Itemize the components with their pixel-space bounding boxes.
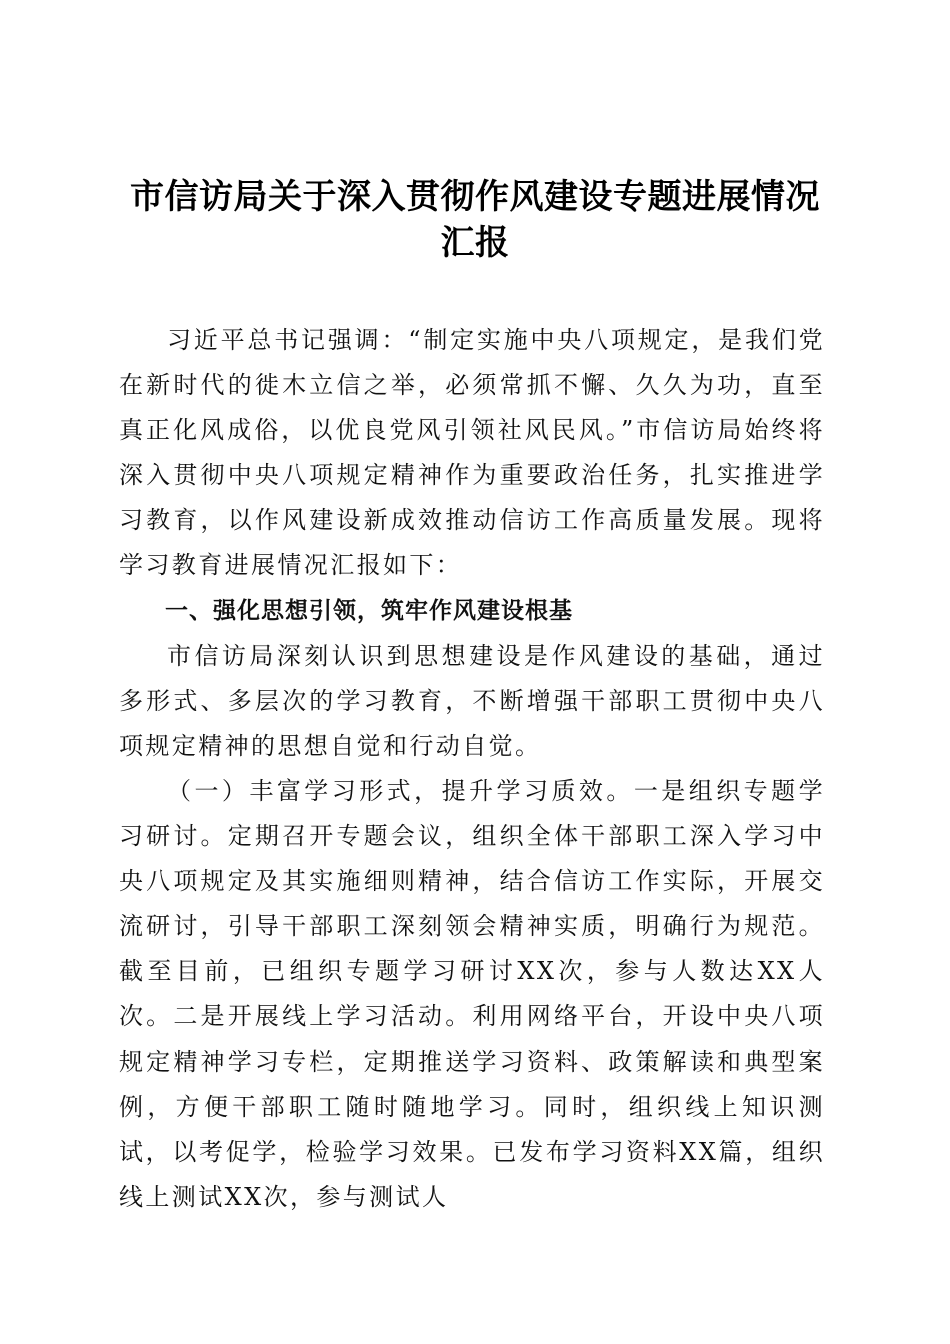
document-body <box>119 318 825 1220</box>
document-title <box>100 174 850 266</box>
document-title-line-2: 汇报 <box>440 223 510 263</box>
intro-paragraph: 习近平总书记强调：“制定实施中央八项规定，是我们党在新时代的徙木立信之举，必须常抓不懈、久久为功，直至真正化风成俗，以优良党风引领社风民风。”市信访局始终将深入贯彻中央八项规定精神作为重要政治任务，扎实推进学习教育，以作风建设新成效推动信访工作高质量发展。现将学习教育进展情况汇报如下： <box>119 326 825 580</box>
section-1-paragraph: 市信访局深刻认识到思想建设是作风建设的基础，通过多形式、多层次的学习教育，不断增强干部职工贯彻中央八项规定精神的思想自觉和行动自觉。 <box>119 641 825 760</box>
section-heading-1: 一、强化思想引领，筑牢作风建设根基 <box>165 597 573 624</box>
subsection-1-paragraph: （一）丰富学习形式，提升学习质效。一是组织专题学习研讨。定期召开专题会议，组织全体干部职工深入学习中央八项规定及其实施细则精神，结合信访工作实际，开展交流研讨，引导干部职工深刻领会精神实质，明确行为规范。截至目前，已组织专题学习研讨XX次，参与人数达XX人次。二是开展线上学习活动。利用网络平台，开设中央八项规定精神学习专栏，定期推送学习资料、政策解读和典型案例，方便干部职工随时随地学习。同时，组织线上知识测试，以考促学，检验学习效果。已发布学习资料XX篇，组织线上测试XX次，参与测试人 <box>119 776 825 1211</box>
document-title-line-1: 市信访局关于深入贯彻作风建设专题进展情况 <box>130 177 820 217</box>
